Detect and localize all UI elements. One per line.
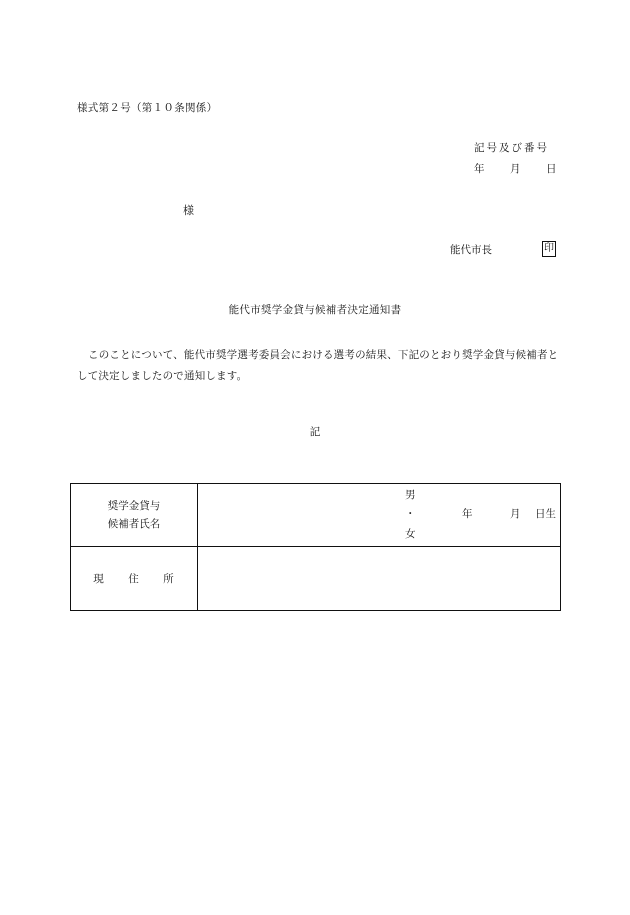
date-month: 月	[510, 163, 521, 175]
address-label: 現 住 所	[93, 572, 181, 585]
birth-day-label: 日生	[535, 508, 556, 520]
form-number: 様式第２号（第１０条関係）	[77, 102, 218, 114]
table-row	[71, 484, 561, 547]
date-day: 日	[546, 163, 557, 175]
candidate-name-label-line1: 奨学金貸与	[107, 500, 161, 512]
date-year: 年	[474, 163, 485, 175]
candidate-name-field	[198, 484, 560, 546]
sex-male: 男	[405, 489, 416, 501]
candidate-name-value-cell[interactable]	[198, 484, 561, 547]
candidate-name-label-line2: 候補者氏名	[107, 518, 161, 530]
candidate-name-label-cell	[71, 484, 198, 547]
address-label-cell	[71, 547, 198, 611]
birth-month-label: 月	[510, 508, 521, 520]
body-paragraph: このことについて、能代市奨学選考委員会における選考の結果、下記のとおり奨学金貸与候補者として決定しましたので通知します。	[77, 349, 559, 382]
recipient-honorific: 様	[183, 204, 194, 217]
seal-mark: 印	[542, 241, 556, 257]
table-row	[71, 547, 561, 611]
date-line	[474, 164, 558, 176]
record-number-label: 記号及び番号	[474, 142, 549, 154]
document-title: 能代市奨学金貸与候補者決定通知書	[228, 304, 402, 316]
candidate-info-table	[70, 483, 561, 611]
address-value-cell[interactable]	[198, 547, 561, 611]
sender-title: 能代市長	[450, 244, 492, 256]
sex-separator: ・	[405, 508, 416, 520]
record-heading: 記	[309, 426, 321, 438]
birth-year-label: 年	[462, 508, 473, 520]
sex-female: 女	[405, 528, 416, 540]
